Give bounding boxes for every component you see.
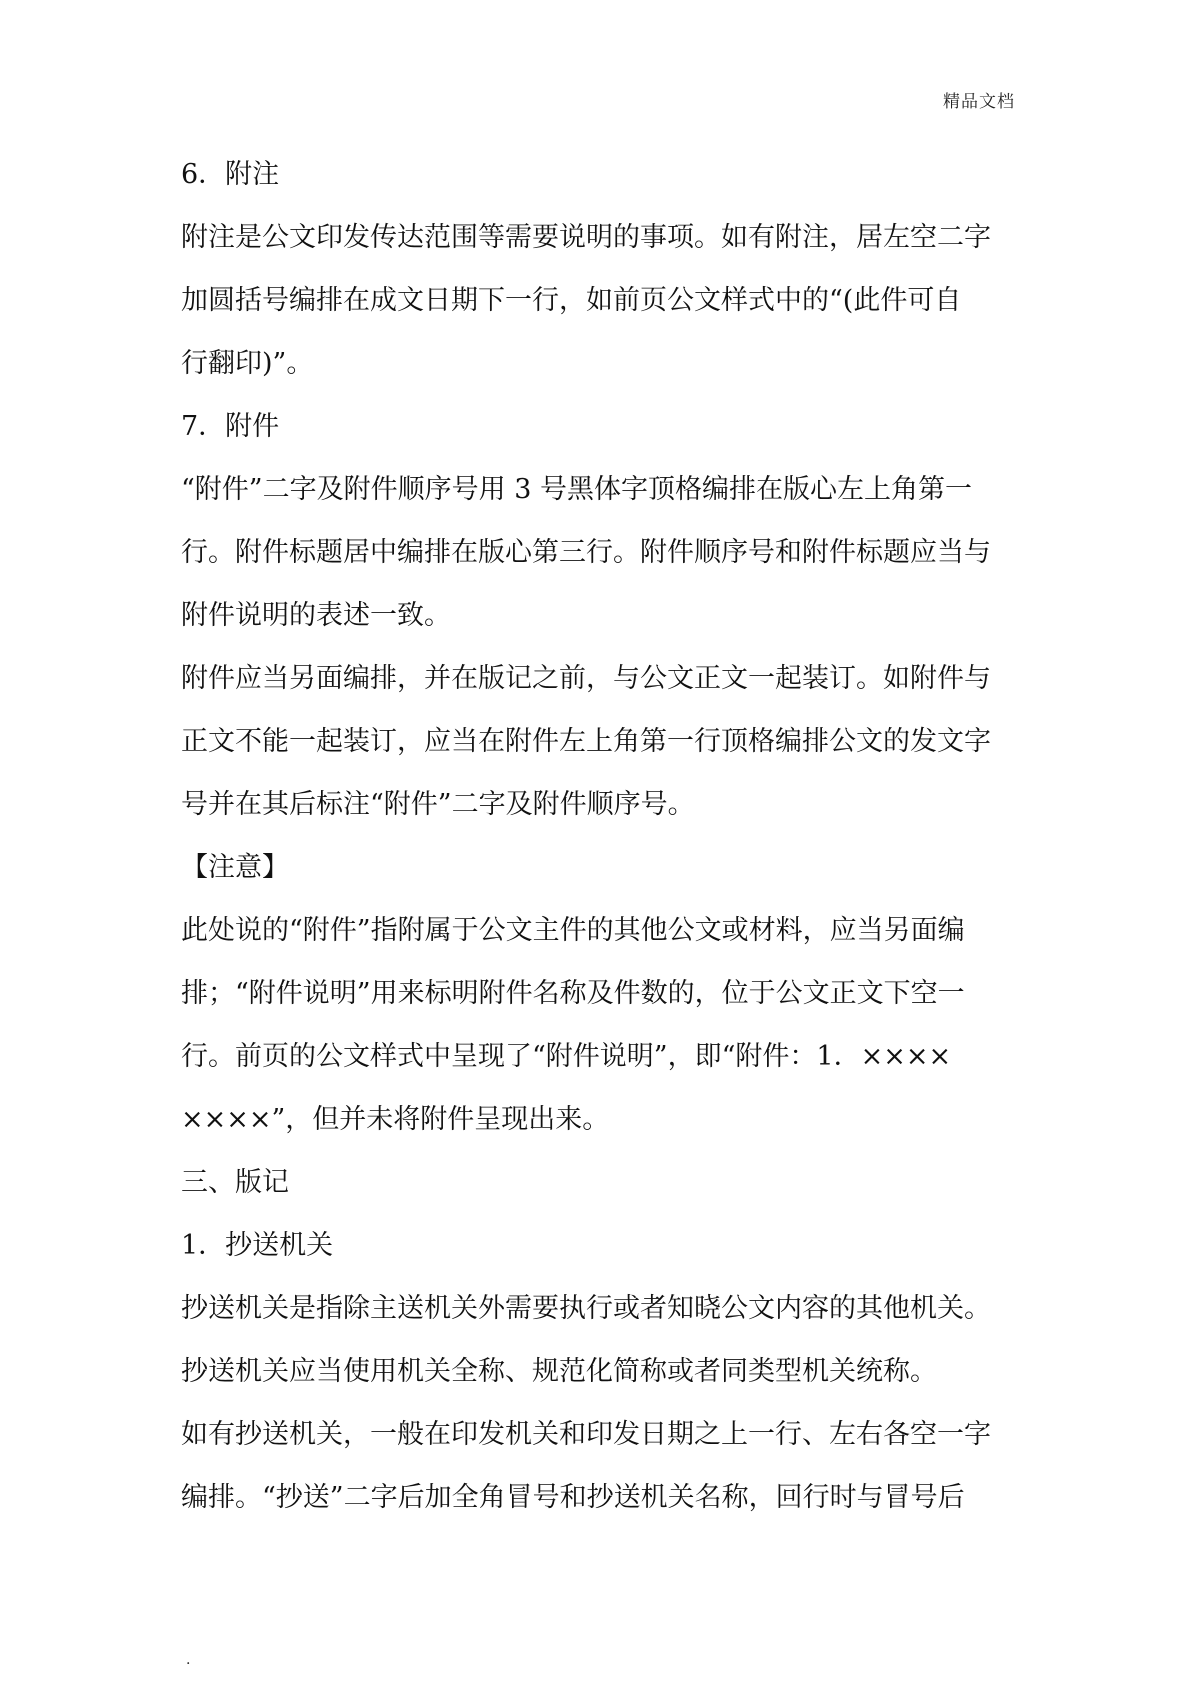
body-text-line: 附件说明的表述一致。 — [181, 600, 451, 631]
body-text-line: 号并在其后标注“附件”二字及附件顺序号。 — [181, 789, 695, 820]
section-heading-record: 三、版记 — [181, 1167, 289, 1198]
body-text-line: 抄送机关应当使用机关全称、规范化简称或者同类型机关统称。 — [181, 1356, 937, 1387]
section-heading-cc-organs: 1．抄送机关 — [181, 1230, 334, 1261]
section-heading-annotation: 6．附注 — [181, 159, 280, 190]
page-header-label: 精品文档 — [943, 92, 1015, 112]
body-text-line: 如有抄送机关，一般在印发机关和印发日期之上一行、左右各空一字 — [181, 1419, 991, 1450]
note-heading: 【注意】 — [181, 852, 289, 883]
body-text-line: 行。附件标题居中编排在版心第三行。附件顺序号和附件标题应当与 — [181, 537, 991, 568]
body-text-line: 附件应当另面编排，并在版记之前，与公文正文一起装订。如附件与 — [181, 663, 991, 694]
body-text-line: 加圆括号编排在成文日期下一行，如前页公文样式中的“(此件可自 — [181, 285, 962, 316]
body-text-line: 编排。“抄送”二字后加全角冒号和抄送机关名称，回行时与冒号后 — [181, 1482, 965, 1513]
footer-mark: . — [186, 1652, 191, 1668]
body-text-line: 抄送机关是指除主送机关外需要执行或者知晓公文内容的其他机关。 — [181, 1293, 991, 1324]
body-text-line: 行翻印)”。 — [181, 348, 314, 379]
section-heading-attachment: 7．附件 — [181, 411, 280, 442]
document-body — [181, 143, 1021, 1529]
body-text-line: ××××”，但并未将附件呈现出来。 — [181, 1104, 610, 1135]
body-text-line: 附注是公文印发传达范围等需要说明的事项。如有附注，居左空二字 — [181, 222, 991, 253]
body-text-line: 正文不能一起装订，应当在附件左上角第一行顶格编排公文的发文字 — [181, 726, 991, 757]
body-text-line: 排；“附件说明”用来标明附件名称及件数的，位于公文正文下空一 — [181, 978, 965, 1009]
body-text-line: 此处说的“附件”指附属于公文主件的其他公文或材料，应当另面编 — [181, 915, 965, 946]
body-text-line: 行。前页的公文样式中呈现了“附件说明”，即“附件：1．×××× — [181, 1041, 952, 1072]
body-text-line: “附件”二字及附件顺序号用 3 号黑体字顶格编排在版心左上角第一 — [181, 474, 972, 505]
